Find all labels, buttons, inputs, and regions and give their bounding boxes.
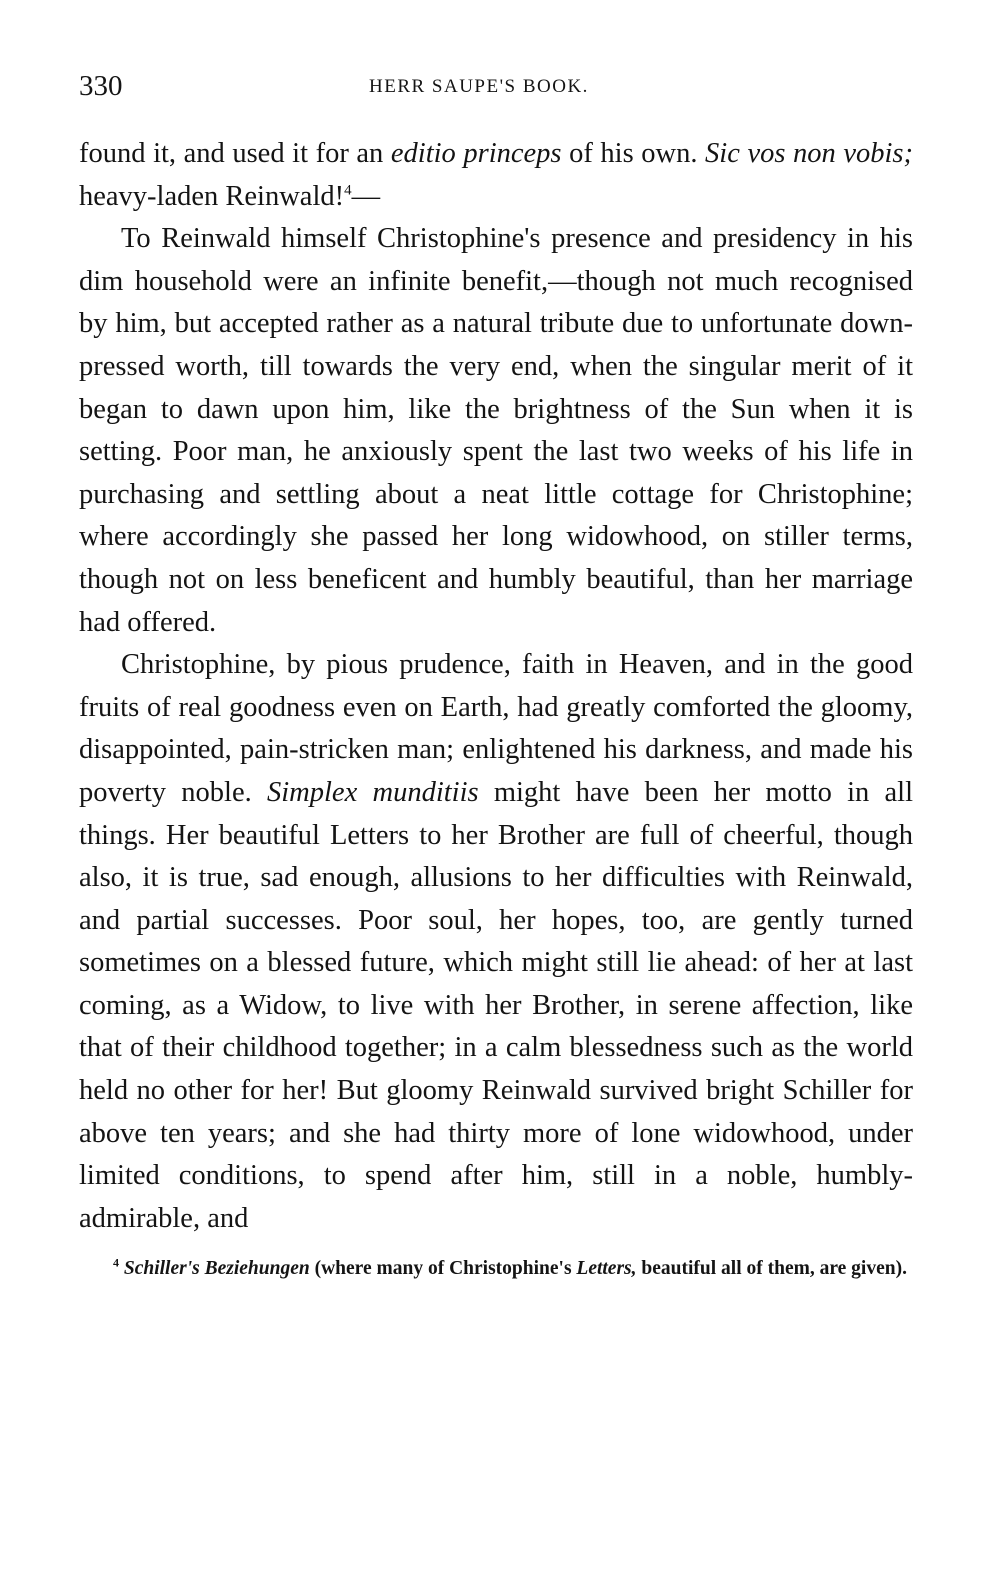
footnote-italic-letters: Letters, (576, 1258, 637, 1280)
running-title: HERR SAUPE'S BOOK. (369, 76, 589, 97)
paragraph-1-italic-editio: editio princeps (390, 138, 562, 169)
body-text (79, 133, 913, 1240)
footnote (79, 1254, 913, 1283)
paragraph-1-text-a: found it, and used it for an (79, 138, 391, 169)
paragraph-2: To Reinwald himself Christophine's presence and presidency in his dim household were an infinite benefit,—though not much recognised by him, but accepted rather as a natural tribute due to unfortunate down-pressed worth, till towards the very end, when the singular merit of it began to dawn upon him, like the brightness of the Sun when it is setting. Poor man, he anxiously spent the last two weeks of his life in purchasing and settling about a neat little cottage for Christophine; where accordingly she passed her long widowhood, on stiller terms, though not on less beneficent and humbly beautiful, than her marriage had offered. (79, 223, 913, 638)
footnote-text-a: (where many of Christophine's (309, 1258, 577, 1280)
paragraph-3-text-a: Christophine, by pious prudence, faith in Heaven, and in the good fruits of real goodness even on Earth, had greatly comforted the gloomy, disappointed, pain-stricken man; enlightened his darkness, and made his poverty noble. (79, 649, 913, 808)
footnote-reference: 4 (344, 182, 352, 199)
paragraph-3-text-b: might have been her motto in all things. Her beautiful Letters to her Brother are full of cheerful, though also, it is true, sad enough, allusions to her difficulties with Reinwald, and partial successes. Poor soul, her hopes, too, are gently turned sometimes on a blessed future, which might still lie ahead: of her at last coming, as a Widow, to live with her Brother, in serene affection, like that of their childhood together; in a calm blessedness such as the world held no other for her! But gloomy Reinwald survived bright Schiller for above ten years; and she had thirty more of lone widowhood, under limited conditions, to spend after him, still in a noble, humbly-admirable, and (79, 776, 913, 1234)
paragraph-1-dash: — (351, 180, 381, 212)
book-page (79, 70, 913, 1283)
footnote-italic-title: Schiller's Beziehungen (123, 1258, 310, 1280)
paragraph-3 (79, 644, 913, 1240)
paragraph-1-italic-sic-vos: Sic vos non vobis; (705, 138, 913, 169)
footnote-text-b: beautiful all of them, are given). (636, 1258, 907, 1280)
paragraph-1 (79, 133, 913, 218)
running-head (79, 70, 913, 110)
footnote-mark: 4 (113, 1255, 119, 1270)
page-number: 330 (79, 70, 123, 102)
paragraph-1-text-b: of his own. (561, 138, 706, 169)
paragraph-1-text-c: heavy-laden Reinwald! (79, 180, 345, 212)
paragraph-3-italic-simplex: Simplex munditiis (267, 776, 479, 808)
